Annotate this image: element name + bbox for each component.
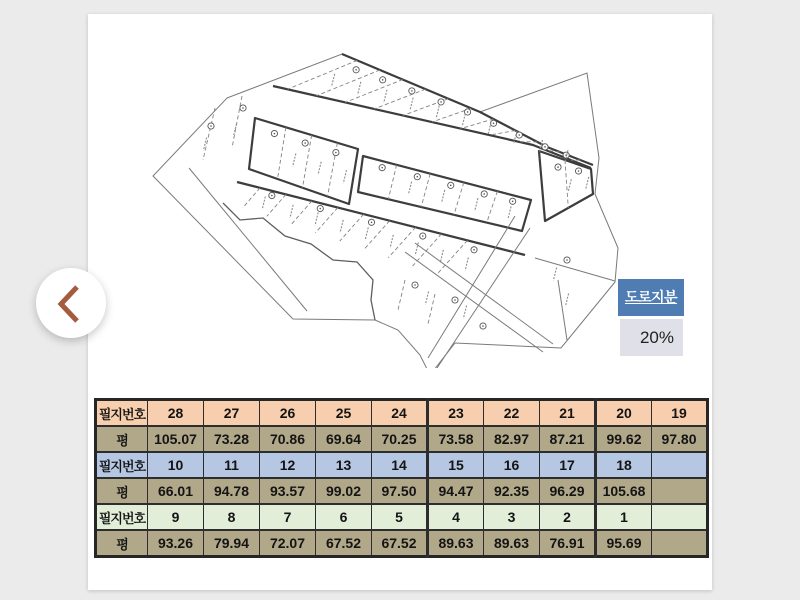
parcel-label-mark [365,227,368,240]
area-value-cell: 72.07 [260,530,316,557]
area-value-cell: 79.94 [204,530,260,557]
map-block-left [249,118,358,204]
survey-marker-dot [483,193,485,195]
survey-marker-dot [482,325,484,327]
parcel-label-mark [410,98,413,111]
parcel-number-cell: 18 [596,452,652,478]
parcel-number-cell: 5 [372,504,428,530]
survey-marker-dot [304,142,306,144]
parcel-number-cell: 12 [260,452,316,478]
row-label: 필지번호 [96,452,148,478]
map-road-upper [273,86,591,168]
parcel-label-mark [343,170,346,183]
area-value-cell: 93.57 [260,478,316,504]
parcel-label-mark [293,153,296,166]
parcel-number-cell: 1 [596,504,652,530]
row-label: 평 [96,478,148,504]
area-value-cell: 96.29 [540,478,596,504]
parcel-label-mark [462,114,465,127]
parcel-number-cell: 25 [316,400,372,427]
parcel-label-mark [390,235,393,248]
table-row [96,426,708,452]
parcel-number-cell: 24 [372,400,428,427]
parcel-number-cell: 19 [652,400,708,427]
survey-marker-dot [422,235,424,237]
parcel-number-cell: 11 [204,452,260,478]
road-share-value: 20% [620,319,683,356]
area-value-cell: 67.52 [372,530,428,557]
parcel-label-mark [358,82,361,95]
row-label: 평 [96,530,148,557]
parcel-divider-line [490,130,516,135]
parcel-label-mark [508,206,511,219]
area-value-cell: 82.97 [484,426,540,452]
survey-marker-dot [473,249,475,251]
parcel-number-cell: 7 [260,504,316,530]
area-value-cell: 93.26 [148,530,204,557]
map-outer-boundary [153,54,618,368]
survey-marker-dot [450,185,452,187]
survey-marker-dot [371,221,373,223]
survey-marker-dot [242,107,244,109]
area-value-cell: 95.69 [596,530,652,557]
parcel-number-cell: 17 [540,452,596,478]
parcel-label-mark [340,220,343,233]
parcel-label-mark [384,90,387,103]
parcel-number-cell: 6 [316,504,372,530]
road-share-title: 도로지분 [618,279,684,316]
area-value-cell: 97.80 [652,426,708,452]
parcel-label-mark [465,257,468,270]
area-value-cell: 67.52 [316,530,372,557]
survey-marker-dot [335,152,337,154]
parcel-number-cell [652,452,708,478]
parcel-number-cell: 21 [540,400,596,427]
table-row [96,452,708,478]
parcel-label-mark [290,205,293,218]
parcel-label-mark [475,198,478,211]
area-value-cell: 70.86 [260,426,316,452]
parcel-number-cell: 26 [260,400,316,427]
content-card [88,14,712,590]
survey-marker-dot [414,284,416,286]
cadastral-parcel-map [115,48,625,368]
parcel-number-cell: 15 [428,452,484,478]
parcel-label-mark [203,138,206,151]
road-share-legend [618,279,684,356]
row-label: 필지번호 [96,504,148,530]
parcel-number-cell: 22 [484,400,540,427]
area-value-cell: 89.63 [484,530,540,557]
survey-marker-dot [382,79,384,81]
map-subdivision-lines [535,258,615,340]
carousel-prev-button[interactable] [36,268,106,338]
survey-marker-dot [417,176,419,178]
parcel-number-cell: 4 [428,504,484,530]
parcel-number-cell: 20 [596,400,652,427]
parcel-label-mark [262,197,265,210]
parcel-number-cell [652,504,708,530]
parcel-number-cell: 23 [428,400,484,427]
parcel-label-mark [463,306,466,319]
survey-marker-dot [566,259,568,261]
survey-marker-dot [319,208,321,210]
parcel-number-cell: 8 [204,504,260,530]
area-value-cell: 73.28 [204,426,260,452]
survey-marker-dot [578,170,580,172]
map-southeast-road [405,243,553,352]
area-value-cell: 70.25 [372,426,428,452]
table-row [96,530,708,557]
survey-marker-dot [271,195,273,197]
parcel-number-cell: 16 [484,452,540,478]
survey-marker-dot [210,125,212,127]
area-value-cell [652,530,708,557]
parcel-number-cell: 10 [148,452,204,478]
parcel-label-mark [318,162,321,175]
map-right-road [428,216,530,368]
chevron-left-icon [36,268,106,338]
parcel-table-container [94,398,709,558]
area-value-cell: 99.02 [316,478,372,504]
survey-marker-dot [381,167,383,169]
parcel-area-table [94,398,709,558]
area-value-cell: 89.63 [428,530,484,557]
area-value-cell [652,478,708,504]
survey-marker-dot [467,111,469,113]
survey-marker-dot [274,133,276,135]
parcel-label-mark [568,179,571,192]
parcel-divider-line [454,182,464,214]
table-row [96,504,708,530]
row-label: 필지번호 [96,400,148,427]
map-left-road-line [189,168,307,311]
parcel-divider-line [565,160,568,208]
parcel-number-cell: 13 [316,452,372,478]
area-value-cell: 99.62 [596,426,652,452]
parcel-number-cell: 2 [540,504,596,530]
parcel-label-mark [442,190,445,203]
survey-marker-dot [557,166,559,168]
area-value-cell: 97.50 [372,478,428,504]
survey-marker-dot [411,90,413,92]
area-value-cell: 66.01 [148,478,204,504]
parcel-divider-line [388,165,396,199]
area-value-cell: 105.07 [148,426,204,452]
row-label: 평 [96,426,148,452]
area-value-cell: 87.21 [540,426,596,452]
parcel-label-mark [586,177,589,190]
parcel-divider-line [340,214,364,241]
area-value-cell: 94.78 [204,478,260,504]
parcel-divider-line [374,89,425,109]
area-value-cell: 73.58 [428,426,484,452]
parcel-divider-line [388,227,415,257]
area-value-cell: 92.35 [484,478,540,504]
area-value-cell: 105.68 [596,478,652,504]
parcel-number-cell: 3 [484,504,540,530]
parcel-divider-line [364,221,390,250]
parcel-divider-line [278,127,286,179]
parcel-label-mark [315,212,318,225]
survey-marker-dot [454,299,456,301]
survey-marker-dot [512,200,514,202]
table-row [96,478,708,504]
survey-marker-dot [355,69,357,71]
parcel-number-cell: 9 [148,504,204,530]
parcel-divider-line [243,188,260,208]
survey-marker-dot [440,101,442,103]
parcel-number-cell: 14 [372,452,428,478]
parcel-label-mark [436,106,439,119]
parcel-divider-line [345,80,403,103]
parcel-label-mark [408,182,411,195]
parcel-divider-line [421,174,430,207]
parcel-label-mark [331,74,334,87]
parcel-label-mark [425,292,428,305]
parcel-divider-line [461,119,494,129]
area-value-cell: 94.47 [428,478,484,504]
survey-marker-dot [493,122,495,124]
area-value-cell: 69.64 [316,426,372,452]
survey-marker-dot [518,134,520,136]
table-row [96,400,708,427]
parcel-divider-line [287,60,357,89]
map-bottom-jagged-edge [223,203,375,320]
survey-marker-dot [544,146,546,148]
parcel-label-mark [553,268,556,281]
parcel-divider-line [291,201,312,225]
parcel-number-cell: 27 [204,400,260,427]
parcel-number-cell: 28 [148,400,204,427]
area-value-cell: 76.91 [540,530,596,557]
parcel-label-mark [440,250,443,263]
parcel-label-mark [565,294,568,307]
parcel-divider-line [487,191,498,222]
